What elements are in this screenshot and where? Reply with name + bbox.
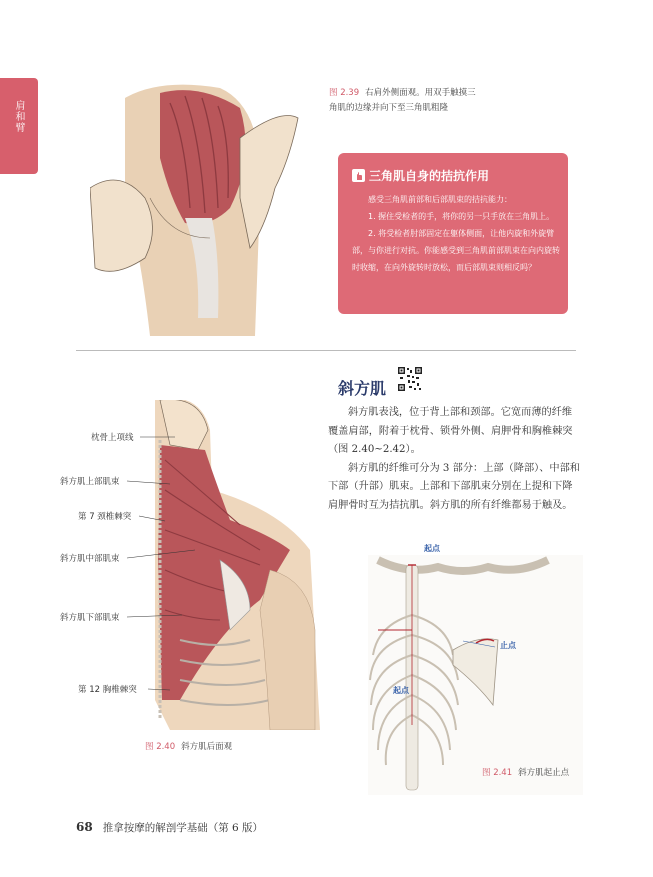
figure-2-40-caption	[145, 740, 232, 755]
chapter-side-tab-label: 肩和臂	[13, 100, 24, 133]
callout-step1: 1. 握住受检者的手，将你的另一只手放在三角肌上。	[368, 212, 555, 221]
page-number: 68	[76, 820, 93, 834]
label-origin-top: 起点	[424, 544, 440, 553]
callout-title-text: 三角肌自身的拮抗作用	[369, 169, 490, 183]
label-middle-trapezius: 斜方肌中部肌束	[60, 554, 120, 564]
label-c7-spinous: 第 7 颈椎棘突	[78, 512, 132, 522]
book-title: 推拿按摩的解剖学基础（第 6 版）	[102, 822, 264, 834]
figure-2-39-caption-line1: 右肩外侧面观。用双手触摸三	[365, 88, 476, 98]
figure-2-41-illustration	[368, 555, 583, 795]
figure-2-39-caption-line2: 角肌的边缘并向下至三角肌粗隆	[329, 103, 449, 113]
label-superior-nuchal-line: 枕骨上项线	[91, 433, 134, 443]
callout-step2: 2. 将受检者肘部固定在躯体侧面，让他内旋和外旋臂部，与你进行对抗。你能感受到三角肌前部肌束在向内旋转时收缩，在向外旋转时放松，而后部肌束则相反吗？	[352, 229, 560, 272]
figure-2-41-number: 图 2.41	[482, 768, 513, 778]
callout-intro: 感受三角肌前部和后部肌束的拮抗能力：	[368, 195, 512, 204]
label-t12-spinous: 第 12 胸椎棘突	[78, 685, 137, 695]
figure-2-39-number: 图 2.39	[329, 88, 360, 98]
label-insertion: 止点	[500, 641, 516, 650]
paragraph-1: 斜方肌表浅，位于背上部和颈部。它宽而薄的纤维覆盖肩部，附着于枕骨、锁骨外侧、肩胛骨和胸椎棘突（图 2.40~2.42）。	[328, 407, 573, 456]
label-upper-trapezius: 斜方肌上部肌束	[60, 477, 120, 487]
label-lower-trapezius: 斜方肌下部肌束	[60, 613, 120, 623]
section-title: 斜方肌	[338, 379, 387, 398]
paragraph-2: 斜方肌的纤维可分为 3 部分：上部（降部）、中部和下部（升部）肌束。上部和下部肌束分别在上提和下降肩胛骨时互为拮抗肌。斜方肌的所有纤维都易于触及。	[328, 462, 580, 511]
figure-2-41-caption	[482, 766, 569, 781]
figure-2-41-caption-text: 斜方肌起止点	[518, 768, 570, 778]
figure-2-40-number: 图 2.40	[145, 742, 176, 752]
page-footer	[76, 820, 263, 835]
label-origin-lower: 起点	[393, 686, 409, 695]
figure-2-40-caption-text: 斜方肌后面观	[181, 742, 233, 752]
